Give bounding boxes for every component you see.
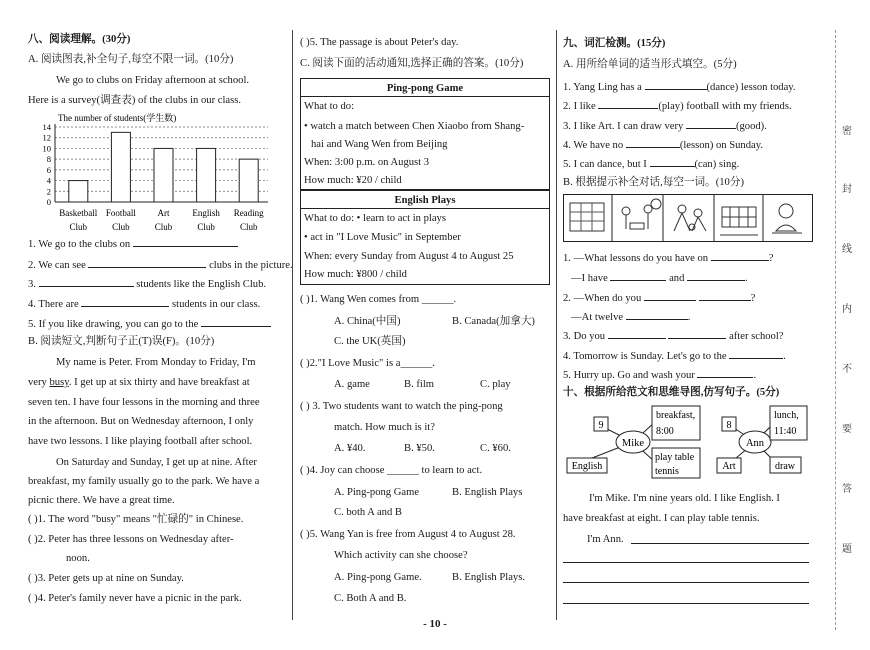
answer-blank[interactable]: [699, 290, 751, 301]
dialog-question-1-reply: —I have and .: [571, 270, 748, 285]
vocab-question-1: 1. Yang Ling has a (dance) lesson today.: [563, 79, 796, 94]
dialog-question-2: 2. —When do you ?: [563, 290, 755, 305]
part-a-title: A. 阅读图表,补全句子,每空不限一词。(10分): [28, 54, 234, 65]
writing-line[interactable]: [563, 582, 809, 583]
mc-option[interactable]: B. ¥50.: [404, 443, 435, 454]
notice-text: When: every Sunday from August 4 to August 25: [304, 251, 514, 262]
vocab-question-4: 4. We have no (lesson) on Sunday.: [563, 137, 763, 152]
mind-map-node: breakfast,: [656, 410, 696, 421]
mind-map-node: lunch,: [774, 410, 799, 421]
y-tick-label: 14: [42, 122, 51, 132]
tf-question-2-cont: noon.: [66, 553, 90, 564]
mc-option[interactable]: A. Ping-pong Game: [334, 487, 420, 498]
vocab-question-5: 5. I can dance, but I (can) sing.: [563, 156, 739, 171]
writing-line[interactable]: [631, 543, 809, 544]
mc-question-4[interactable]: ( )4. Joy can choose ______ to learn to act.: [300, 465, 483, 476]
answer-blank[interactable]: [697, 367, 753, 378]
x-tick-label: Club: [112, 222, 130, 232]
column-divider-2: [556, 30, 557, 620]
mind-map-center-ann: Ann: [745, 438, 765, 449]
mind-map-node: English: [571, 461, 603, 472]
bar-english: [197, 148, 216, 202]
x-tick-label: Club: [154, 222, 173, 232]
question-a4: 4. There are students in our class.: [28, 296, 260, 311]
dialog-question-1: 1. —What lessons do you have on ?: [563, 250, 773, 265]
mind-map-node: play table: [655, 452, 695, 463]
passage-line-4: in the afternoon. But on Wednesday afternoon, I only: [28, 416, 254, 427]
notice-text: What to do: • learn to act in plays: [304, 213, 446, 224]
seal-line-margin: [835, 30, 856, 630]
notice-text: When: 3:00 p.m. on August 3: [304, 157, 430, 168]
timetable-board-icon: [570, 203, 604, 231]
seal-char: 要: [842, 424, 852, 435]
mc-question-3[interactable]: ( ) 3. Two students want to watch the ping-pong: [300, 401, 503, 412]
answer-blank[interactable]: [687, 270, 745, 281]
tf-question-1[interactable]: ( )1. The word "busy" means "忙碌的" in Chinese.: [28, 514, 244, 525]
passage-line-7: breakfast, my family usually go to the park. We have a: [28, 476, 260, 487]
mc-question-5-cont: Which activity can she choose?: [334, 550, 468, 561]
notice-text: • act in "I Love Music" in September: [304, 232, 461, 243]
passage-line-2: very busy. I get up at six thirty and have breakfast at: [28, 377, 250, 388]
x-tick-label: Reading: [233, 208, 264, 218]
answer-blank[interactable]: [668, 328, 726, 339]
intro-line-2: Here is a survey(调查表) of the clubs in our class.: [28, 95, 241, 106]
x-tick-label: Club: [239, 222, 258, 232]
y-tick-label: 8: [46, 154, 51, 165]
tf-question-2[interactable]: ( )2. Peter has three lessons on Wednesday after-: [28, 534, 234, 545]
notice-text: hai and Wang Wen from Beijing: [311, 139, 448, 150]
park-icon: [720, 207, 758, 235]
dialog-question-4: 4. Tomorrow is Sunday. Let's go to the .: [563, 348, 786, 363]
passage-line-5: have two lessons. I like playing football after school.: [28, 436, 253, 447]
answer-blank-a2[interactable]: [88, 257, 206, 268]
section-10-title: 十、根据所给范文和思维导图,仿写句子。(5分): [563, 387, 780, 398]
bar-art: [154, 148, 173, 202]
answer-blank-a1[interactable]: [133, 236, 238, 247]
answer-blank[interactable]: [598, 98, 658, 109]
playing-children-icon: [674, 205, 706, 231]
notice-english-plays-title: English Plays: [394, 195, 456, 206]
passage-line-1: My name is Peter. From Monday to Friday, I'm: [56, 357, 256, 368]
tf-question-5[interactable]: ( )5. The passage is about Peter's day.: [300, 37, 459, 48]
x-tick-label: Art: [157, 208, 170, 218]
notice-english-plays: [300, 190, 550, 285]
picture-strip-illustrations: [564, 195, 812, 241]
seal-char: 题: [842, 544, 852, 555]
notice-text: • watch a match between Chen Xiaobo from Shang-: [304, 121, 525, 132]
y-tick-label: 2: [46, 186, 51, 197]
mc-question-5[interactable]: ( )5. Wang Yan is free from August 4 to August 28.: [300, 529, 516, 540]
y-tick-label: 4: [46, 175, 51, 186]
mind-map-node: Art: [722, 461, 736, 472]
part-b-title: B. 阅读短文,判断句子正(T)误(F)。(10分): [28, 336, 215, 347]
mind-map-node: 9: [598, 420, 604, 431]
writing-start: I'm Ann.: [587, 534, 624, 545]
mind-map-node: 11:40: [774, 426, 797, 437]
club-survey-bar-chart: [28, 110, 286, 232]
question-a5: 5. If you like drawing, you can go to the: [28, 316, 271, 331]
question-a3: 3. students like the English Club.: [28, 276, 266, 291]
notice-text: How much: ¥20 / child: [304, 175, 402, 186]
mc-option[interactable]: A. ¥40.: [334, 443, 366, 454]
vocab-question-2: 2. I like (play) football with my friends.: [563, 98, 792, 113]
y-tick-label: 0: [46, 197, 51, 207]
children-lunch-icon: [622, 199, 661, 229]
seal-char: 线: [842, 244, 852, 255]
seal-char: 不: [842, 364, 852, 375]
y-tick-label: 6: [46, 164, 51, 175]
bar-reading: [239, 159, 258, 202]
answer-blank[interactable]: [610, 270, 666, 281]
mc-option[interactable]: B. English Plays: [452, 487, 523, 498]
passage-line-6: On Saturday and Sunday, I get up at nine. After: [56, 457, 257, 468]
part-a-title-c: A. 用所给单词的适当形式填空。(5分): [563, 59, 737, 70]
intro-line-1: We go to clubs on Friday afternoon at school.: [56, 75, 250, 86]
mc-question-2[interactable]: ( )2."I Love Music" is a______.: [300, 358, 435, 369]
mc-option[interactable]: C. ¥60.: [480, 443, 511, 454]
chart-title: The number of students(学生数): [58, 113, 177, 123]
answer-blank-a5[interactable]: [201, 316, 271, 327]
dialog-question-3: 3. Do you after school?: [563, 328, 783, 343]
answer-blank[interactable]: [644, 290, 696, 301]
x-tick-label: English: [192, 208, 220, 218]
mind-map-ann: [717, 406, 807, 473]
model-line-2: have breakfast at eight. I can play table tennis.: [563, 513, 760, 524]
part-b-title-c: B. 根据提示补全对话,每空一词。(10分): [563, 177, 744, 188]
seal-char: 答: [842, 484, 852, 495]
mind-maps: [563, 402, 815, 480]
tf-question-4[interactable]: ( )4. Peter's family never have a picnic in the park.: [28, 593, 242, 604]
bar-football: [111, 132, 130, 202]
answer-blank[interactable]: [626, 309, 688, 320]
mc-option[interactable]: C. both A and B: [334, 507, 402, 518]
y-tick-label: 10: [42, 143, 51, 154]
picture-strip: [563, 194, 813, 242]
mc-option[interactable]: B. English Plays.: [452, 572, 525, 583]
vocab-question-3: 3. I like Art. I can draw very (good).: [563, 118, 767, 133]
tf-question-3[interactable]: ( )3. Peter gets up at nine on Sunday.: [28, 573, 184, 584]
mind-map-center-mike: Mike: [621, 438, 645, 449]
underlined-word-busy: busy: [49, 377, 69, 388]
question-a1: 1. We go to the clubs on: [28, 236, 238, 251]
passage-line-8: picnic there. We have a great time.: [28, 495, 175, 506]
mc-option[interactable]: A. Ping-pong Game.: [334, 572, 422, 583]
mind-map-node: draw: [775, 461, 795, 472]
part-c-title: C. 阅读下面的活动通知,选择正确的答案。(10分): [300, 58, 524, 69]
mc-question-3-cont: match. How much is it?: [334, 422, 435, 433]
bar-basketball: [69, 181, 88, 202]
answer-blank[interactable]: [650, 156, 695, 167]
mind-map-mike: [567, 406, 700, 478]
model-line-1: I'm Mike. I'm nine years old. I like English. I: [589, 493, 780, 504]
answer-blank-a4[interactable]: [81, 296, 169, 307]
mc-option[interactable]: A. China(中国): [334, 316, 401, 327]
dialog-question-5: 5. Hurry up. Go and wash your .: [563, 367, 756, 382]
mind-map-node: 8:00: [656, 426, 674, 437]
answer-blank-a3[interactable]: [39, 276, 134, 287]
mc-option[interactable]: B. Canada(加拿大): [452, 316, 535, 327]
mc-option[interactable]: C. the UK(英国): [334, 336, 406, 347]
question-a2: 2. We can see clubs in the picture.: [28, 257, 293, 272]
mc-question-1[interactable]: ( )1. Wang Wen comes from ______.: [300, 294, 457, 305]
y-tick-label: 12: [42, 132, 51, 143]
x-tick-label: Basketball: [59, 208, 98, 218]
x-tick-label: Football: [105, 208, 136, 218]
answer-blank[interactable]: [645, 79, 707, 90]
notice-ping-pong: [300, 78, 550, 190]
answer-blank[interactable]: [729, 348, 783, 359]
mind-map-node: 8: [726, 420, 732, 431]
writing-line[interactable]: [563, 562, 809, 563]
section-8-title: 八、阅读理解。(30分): [28, 34, 131, 45]
mind-map-node: tennis: [655, 466, 679, 477]
passage-line-3: seven ten. I have four lessons in the morning and three: [28, 397, 260, 408]
answer-blank[interactable]: [686, 118, 736, 129]
answer-blank[interactable]: [608, 328, 666, 339]
answer-blank[interactable]: [626, 137, 680, 148]
dialog-question-2-reply: —At twelve .: [571, 309, 690, 324]
mc-option[interactable]: C. play: [480, 379, 511, 390]
notice-text: How much: ¥800 / child: [304, 269, 407, 280]
notice-text: What to do:: [304, 101, 355, 112]
seal-char: 内: [842, 304, 852, 315]
mc-option[interactable]: B. film: [404, 379, 435, 390]
seal-char: 密: [842, 126, 852, 137]
notice-ping-pong-title: Ping-pong Game: [386, 83, 464, 94]
page-number: - 10 -: [423, 618, 447, 630]
washing-face-icon: [772, 204, 802, 233]
answer-blank[interactable]: [711, 250, 769, 261]
column-divider-1: [292, 30, 293, 620]
mc-option[interactable]: A. game: [334, 379, 370, 390]
x-tick-label: Club: [69, 222, 88, 232]
seal-char: 封: [842, 184, 852, 195]
x-tick-label: Club: [197, 222, 215, 232]
writing-line[interactable]: [563, 603, 809, 604]
section-9-title: 九、词汇检测。(15分): [563, 38, 666, 49]
mc-option[interactable]: C. Both A and B.: [334, 593, 407, 604]
